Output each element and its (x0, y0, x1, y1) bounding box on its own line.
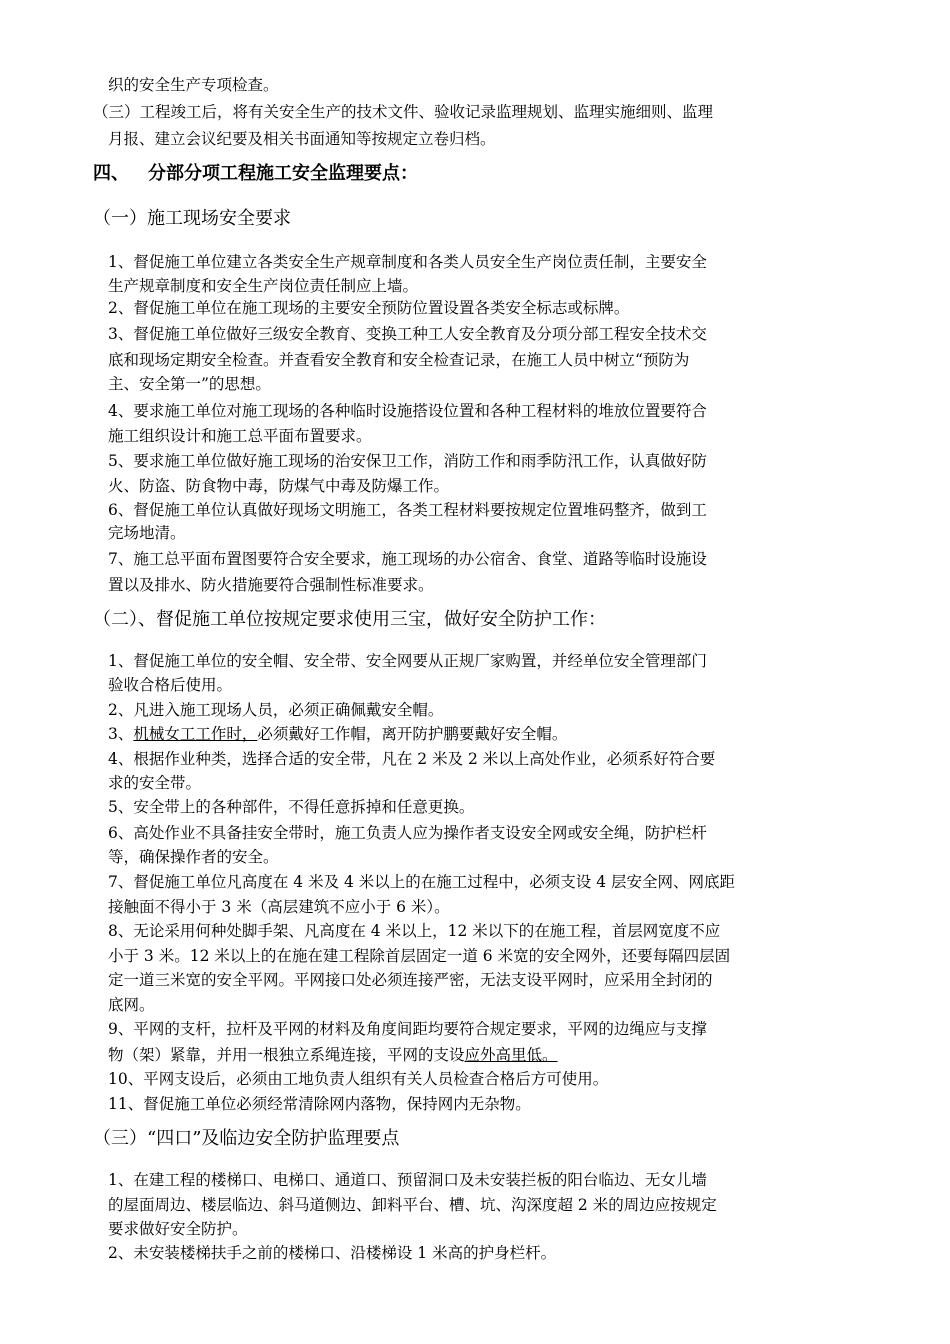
sub2-line: 9、平网的支杆，拉杆及平网的材料及角度间距均要符合规定要求，平网的边绳应与支撑 (108, 1020, 707, 1038)
sub2-line: 5、安全带上的各种部件，不得任意拆掉和任意更换。 (108, 798, 475, 816)
sub3-line: 要求做好安全防护。 (108, 1220, 248, 1238)
sub2-line: 6、高处作业不具备挂安全带时，施工负责人应为操作者支设安全网或安全绳，防护栏杆 (108, 824, 707, 842)
subsection-2-heading: （二）、督促施工单位按规定要求使用三宝，做好安全防护工作： (93, 609, 606, 630)
sub2-line: 小于 3 米。12 米以上的在施在建工程除首层固定一道 6 米宽的安全网外，还要每隔四层固 (108, 947, 731, 965)
sub1-line: 3、督促施工单位做好三级安全教育、变换工种工人安全教育及分项分部工程安全技术交 (108, 325, 707, 343)
sub2-line: 11、督促施工单位必须经常清除网内落物，保持网内无杂物。 (108, 1095, 531, 1113)
sub3-line: 1、在建工程的楼梯口、电梯口、通道口、预留洞口及未安装拦板的阳台临边、无女儿墙 (108, 1171, 707, 1189)
sub2-item-9-text: 物（架）紧靠，并用一根独立系绳连接，平网的支设 (108, 1046, 465, 1064)
sub2-line: 底网。 (108, 996, 155, 1014)
sub2-line: 10、平网支设后，必须由工地负责人组织有关人员检查合格后方可使用。 (108, 1070, 609, 1088)
sub2-line: 接触面不得小于 3 米（高层建筑不应小于 6 米）。 (108, 898, 450, 916)
intro-line-1: 织的安全生产专项检查。 (108, 76, 279, 94)
sub1-line: 施工组织设计和施工总平面布置要求。 (108, 427, 372, 445)
sub1-line: 4、要求施工单位对施工现场的各种临时设施搭设位置和各种工程材料的堆放位置要符合 (108, 402, 707, 420)
sub1-line: 火、防盗、防食物中毒，防煤气中毒及防爆工作。 (108, 477, 450, 495)
section-4-number: 四、 (93, 163, 129, 184)
sub3-line: 2、未安装楼梯扶手之前的楼梯口、沿楼梯设 1 米高的护身栏杆。 (108, 1244, 557, 1262)
section-4-title: 分部分项工程施工安全监理要点： (148, 163, 418, 184)
sub2-item-3-number: 3、 (108, 725, 134, 743)
sub2-item-3-rest: 必须戴好工作帽，离开防护鹏要戴好安全帽。 (257, 725, 568, 743)
sub2-line (108, 1045, 558, 1065)
sub1-line: 6、督促施工单位认真做好现场文明施工，各类工程材料要按规定位置堆码整齐，做到工 (108, 501, 707, 519)
sub2-line: 8、无论采用何种处脚手架、凡高度在 4 米以上，12 米以下的在施工程，首层网宽度不应 (108, 922, 721, 940)
sub3-line: 的屋面周边、楼层临边、斜马道侧边、卸料平台、槽、坑、沟深度超 2 米的周边应按规定 (108, 1196, 717, 1214)
sub2-line: 1、督促施工单位的安全帽、安全带、安全网要从正规厂家购置，并经单位安全管理部门 (108, 652, 707, 670)
sub2-line: 求的安全带。 (108, 774, 202, 792)
sub2-line: 等，确保操作者的安全。 (108, 848, 279, 866)
subsection-1-heading: （一）施工现场安全要求 (93, 208, 291, 229)
sub1-line: 置以及排水、防火措施要符合强制性标准要求。 (108, 576, 434, 594)
sub1-line: 1、督促施工单位建立各类安全生产规章制度和各类人员安全生产岗位责任制，主要安全 (108, 253, 707, 271)
sub2-line: 4、根据作业种类，选择合适的安全带，凡在 2 米及 2 米以上高处作业，必须系好符合要 (108, 750, 716, 768)
sub2-line: 7、督促施工单位凡高度在 4 米及 4 米以上的在施工过程中，必须支设 4 层安全网、网底距 (108, 873, 736, 891)
sub1-line: 5、要求施工单位做好施工现场的治安保卫工作，消防工作和雨季防汛工作，认真做好防 (108, 452, 707, 470)
intro-line-2: （三）工程竣工后，将有关安全生产的技术文件、验收记录监理规划、监理实施细则、监理 (93, 103, 714, 121)
sub1-line: 主、安全第一”的思想。 (108, 375, 271, 393)
sub1-line: 2、督促施工单位在施工现场的主要安全预防位置设置各类安全标志或标牌。 (108, 299, 630, 317)
sub2-line (108, 724, 567, 744)
sub2-item-3-underlined: 机械女工工作时， (133, 725, 258, 743)
sub1-line: 底和现场定期安全检查。并查看安全教育和安全检查记录，在施工人员中树立“预防为 (108, 351, 690, 369)
intro-line-3: 月报、建立会议纪要及相关书面通知等按规定立卷归档。 (108, 130, 496, 148)
sub2-item-9-underlined: 应外高里低。 (464, 1046, 558, 1064)
sub2-line: 验收合格后使用。 (108, 676, 233, 694)
sub2-line: 2、凡进入施工现场人员，必须正确佩戴安全帽。 (108, 701, 444, 719)
sub2-line: 定一道三米宽的安全平网。平网接口处必须连接严密，无法支设平网时，应采用全封闭的 (108, 971, 713, 989)
sub1-line: 完场地清。 (108, 524, 186, 542)
sub1-line: 生产规章制度和安全生产岗位责任制应上墙。 (108, 277, 419, 295)
sub1-line: 7、施工总平面布置图要符合安全要求，施工现场的办公宿舍、食堂、道路等临时设施设 (108, 550, 707, 568)
subsection-3-heading: （三）“四口”及临边安全防护监理要点 (93, 1128, 400, 1149)
